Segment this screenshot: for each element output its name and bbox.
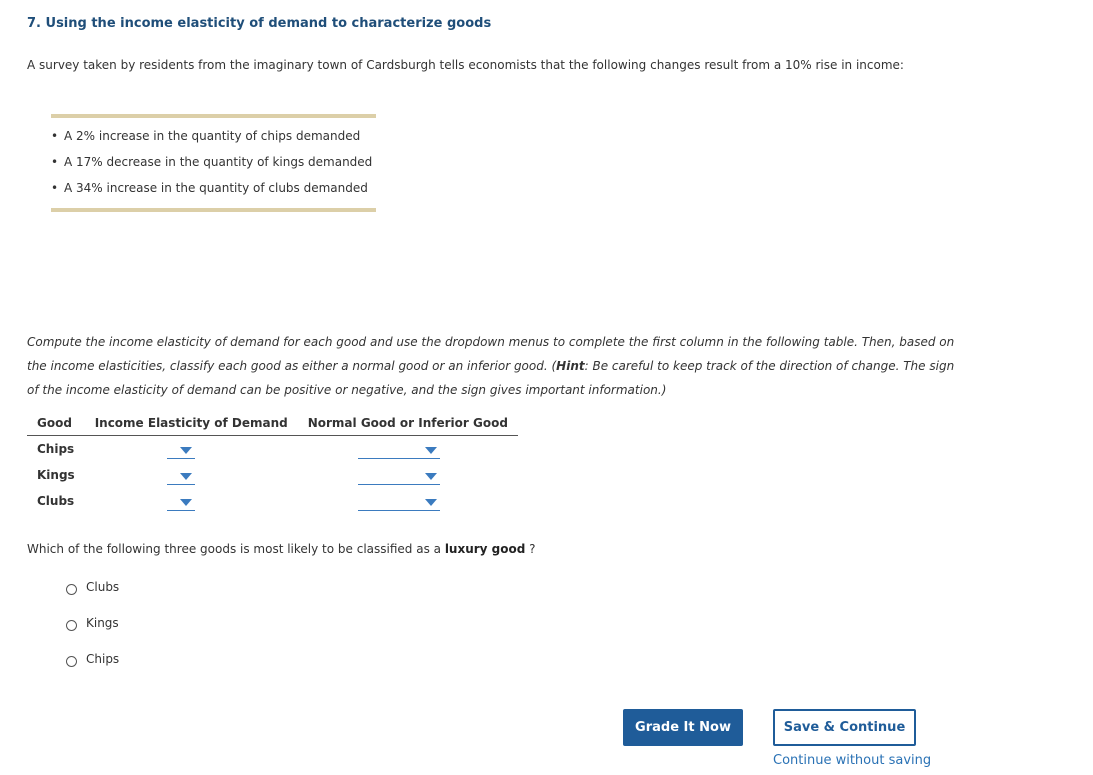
- luxury-options: [66, 580, 119, 688]
- radio-icon[interactable]: [66, 620, 77, 631]
- header-classification: Normal Good or Inferior Good: [298, 411, 518, 436]
- chevron-down-icon: [425, 499, 437, 506]
- list-item-text: A 17% decrease in the quantity of kings demanded: [64, 155, 373, 169]
- radio-icon[interactable]: [66, 656, 77, 667]
- good-name: Clubs: [37, 494, 75, 508]
- elasticity-dropdown-kings[interactable]: [167, 466, 195, 485]
- chevron-down-icon: [425, 473, 437, 480]
- classification-dropdown-kings[interactable]: [358, 466, 440, 485]
- header-good: Good: [27, 411, 85, 436]
- instructions-text-2: : Be careful to keep track of the direction of change. The sign of the income elasticity of demand can be positive or negative, and the sign gives important information.): [27, 359, 955, 397]
- intro-text: A survey taken by residents from the imaginary town of Cardsburgh tells economists that the following changes result from a 10% rise in income:: [27, 58, 904, 72]
- luxury-prompt-suffix: ?: [525, 542, 536, 556]
- table-row: [27, 436, 518, 463]
- luxury-term: luxury good: [444, 542, 526, 556]
- radio-option-clubs[interactable]: [66, 580, 119, 616]
- chevron-down-icon: [180, 499, 192, 506]
- chevron-down-icon: [425, 447, 437, 454]
- instructions: [27, 330, 967, 402]
- hint-label: Hint: [556, 359, 585, 373]
- list-item-text: A 34% increase in the quantity of clubs demanded: [64, 181, 368, 195]
- continue-without-saving-link[interactable]: Continue without saving: [773, 753, 932, 768]
- header-elasticity: Income Elasticity of Demand: [85, 411, 298, 436]
- radio-icon[interactable]: [66, 584, 77, 595]
- elasticity-table: [27, 411, 518, 514]
- divider-bottom: [51, 208, 376, 212]
- elasticity-dropdown-clubs[interactable]: [167, 492, 195, 511]
- list-item: • A 17% decrease in the quantity of kings demanded: [51, 155, 373, 169]
- chevron-down-icon: [180, 473, 192, 480]
- chevron-down-icon: [180, 447, 192, 454]
- good-name: Kings: [37, 468, 75, 482]
- grade-it-now-button[interactable]: Grade It Now: [623, 709, 743, 746]
- list-item: • A 34% increase in the quantity of clubs demanded: [51, 181, 368, 195]
- radio-label: Clubs: [86, 580, 120, 594]
- table-row: [27, 462, 518, 488]
- good-name: Chips: [37, 442, 75, 456]
- list-item: • A 2% increase in the quantity of chips demanded: [51, 129, 361, 143]
- radio-label: Chips: [86, 652, 120, 666]
- luxury-question: [27, 542, 536, 556]
- list-item-text: A 2% increase in the quantity of chips demanded: [64, 129, 361, 143]
- elasticity-dropdown-chips[interactable]: [167, 440, 195, 459]
- radio-option-kings[interactable]: [66, 616, 119, 652]
- radio-option-chips[interactable]: [66, 652, 119, 688]
- classification-dropdown-chips[interactable]: [358, 440, 440, 459]
- divider-top: [51, 114, 376, 118]
- radio-label: Kings: [86, 616, 119, 630]
- classification-dropdown-clubs[interactable]: [358, 492, 440, 511]
- question-title: 7. Using the income elasticity of demand to characterize goods: [27, 16, 492, 31]
- table-row: [27, 488, 518, 514]
- luxury-prompt: Which of the following three goods is most likely to be classified as a: [27, 542, 445, 556]
- save-continue-button[interactable]: Save & Continue: [773, 709, 916, 746]
- change-list: [51, 124, 372, 202]
- instructions-text: Compute the income elasticity of demand for each good and use the dropdown menus to complete the first column in the following table. Then, based on the income elasticities, classify each good as either a normal good or an inferior good. (: [27, 335, 955, 373]
